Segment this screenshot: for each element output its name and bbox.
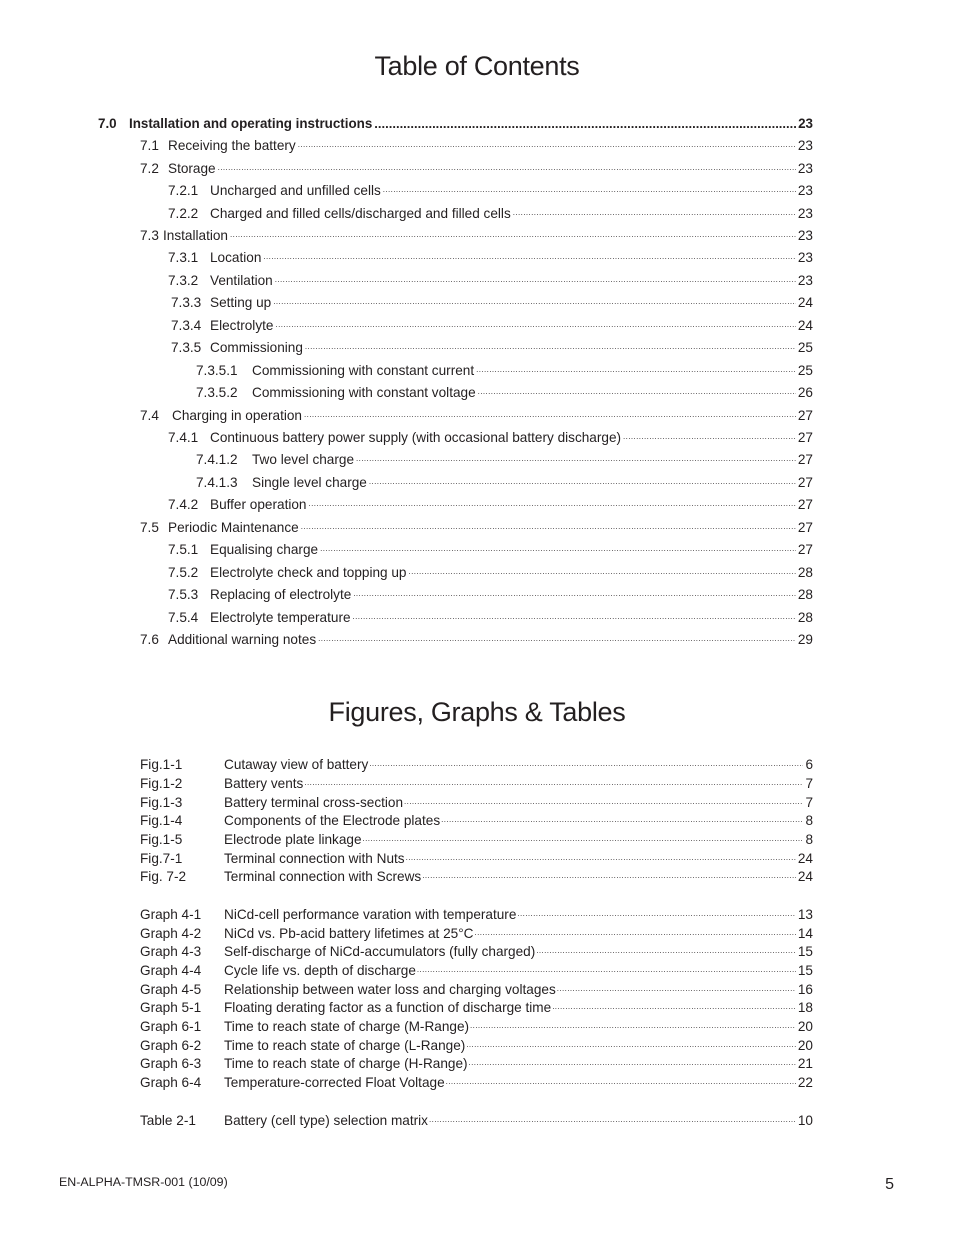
figure-entry-page: 15 — [797, 944, 813, 959]
figure-entry-code: Fig.7-1 — [140, 851, 183, 866]
dot-leader — [301, 517, 796, 537]
figure-entry-label: Floating derating factor as a function of discharge time — [224, 1000, 552, 1015]
figure-entry-label: Cutaway view of battery — [224, 757, 369, 772]
toc-entry-page: 29 — [797, 632, 813, 647]
dot-leader — [478, 382, 796, 402]
toc-entry-label: Two level charge — [252, 452, 355, 467]
toc-entry-number: 7.5 — [140, 520, 159, 535]
toc-entry[interactable] — [140, 631, 813, 649]
toc-entry-page: 27 — [797, 497, 813, 512]
toc-entry-label: Electrolyte temperature — [210, 610, 351, 625]
dot-leader — [353, 584, 796, 604]
toc-entry-number: 7.3.4 — [171, 318, 202, 333]
toc-entry-page: 27 — [797, 542, 813, 557]
figure-entry-code: Fig. 7-2 — [140, 869, 187, 884]
figure-entry[interactable] — [140, 999, 813, 1017]
toc-entry-label: Setting up — [210, 295, 272, 310]
dot-leader — [408, 562, 795, 582]
figure-entry-code: Fig.1-1 — [140, 757, 183, 772]
toc-entry-page: 23 — [798, 116, 813, 131]
figure-entry[interactable] — [140, 775, 813, 793]
toc-entry[interactable] — [196, 384, 813, 402]
page-number: 5 — [885, 1176, 894, 1193]
toc-entry-label: Charging in operation — [172, 408, 302, 423]
figure-entry-code: Graph 6-1 — [140, 1019, 202, 1034]
toc-entry-label: Electrolyte — [210, 318, 274, 333]
toc-entry-page: 27 — [797, 430, 813, 445]
toc-entry[interactable] — [140, 519, 813, 537]
figure-entry-label: Time to reach state of charge (M-Range) — [224, 1019, 470, 1034]
toc-entry-number: 7.5.3 — [168, 587, 199, 602]
dot-leader — [230, 225, 796, 245]
figure-entry-label: Cycle life vs. depth of discharge — [224, 963, 416, 978]
toc-entry-number: 7.3.1 — [168, 250, 199, 265]
toc-entry-label: Ventilation — [210, 273, 273, 288]
toc-entry-number: 7.4.2 — [168, 497, 199, 512]
dot-leader — [218, 158, 796, 178]
dot-leader — [308, 494, 795, 514]
toc-entry-page: 23 — [797, 161, 813, 176]
toc-entry-label: Charged and filled cells/discharged and filled cells — [210, 206, 511, 221]
figure-entry-code: Table 2-1 — [140, 1113, 196, 1128]
dot-leader — [369, 754, 803, 774]
toc-entry-number: 7.1 — [140, 138, 159, 153]
toc-title: Table of Contents — [374, 51, 580, 81]
toc-entry-label: Commissioning with constant voltage — [252, 385, 476, 400]
dot-leader — [320, 539, 796, 559]
toc-entry-page: 28 — [797, 610, 813, 625]
toc-entry-page: 23 — [797, 183, 813, 198]
dot-leader — [517, 904, 795, 924]
toc-entry[interactable] — [168, 609, 813, 627]
dot-leader — [273, 292, 796, 312]
toc-entry[interactable] — [171, 294, 813, 312]
figure-entry-code: Graph 4-2 — [140, 926, 202, 941]
dot-leader — [374, 115, 796, 133]
dot-leader — [422, 866, 796, 886]
figure-entry-label: Battery (cell type) selection matrix — [224, 1113, 428, 1128]
figure-entry-page: 13 — [797, 907, 813, 922]
figure-entry-code: Fig.1-3 — [140, 795, 183, 810]
toc-entry-number: 7.3.2 — [168, 273, 199, 288]
toc-entry-number: 7.5.4 — [168, 610, 199, 625]
dot-leader — [513, 203, 796, 223]
figures-title: Figures, Graphs & Tables — [328, 697, 626, 727]
toc-entry-page: 27 — [797, 475, 813, 490]
dot-leader — [476, 360, 796, 380]
dot-leader — [304, 773, 803, 793]
toc-entry-label: Buffer operation — [210, 497, 307, 512]
toc-entry[interactable] — [168, 541, 813, 559]
toc-entry[interactable] — [168, 272, 813, 290]
figure-entry-label: Terminal connection with Screws — [224, 869, 422, 884]
figure-entry-code: Graph 4-5 — [140, 982, 202, 997]
toc-entry-label: Location — [210, 250, 262, 265]
dot-leader — [298, 135, 796, 155]
figure-entry[interactable] — [140, 1018, 813, 1036]
toc-entry-number: 7.2.1 — [168, 183, 199, 198]
toc-entry[interactable] — [140, 227, 813, 245]
dot-leader — [383, 180, 796, 200]
toc-entry-label: Storage — [168, 161, 216, 176]
figure-entry-label: NiCd vs. Pb-acid battery lifetimes at 25°C — [224, 926, 474, 941]
dot-leader — [406, 848, 796, 868]
toc-entry-number: 7.3.5.1 — [196, 363, 238, 378]
toc-entry-number: 7.3.5.2 — [196, 385, 238, 400]
toc-entry[interactable] — [196, 451, 813, 469]
figure-entry[interactable] — [140, 906, 813, 924]
toc-entry[interactable] — [168, 182, 813, 200]
toc-entry-number: 7.4.1.2 — [196, 452, 238, 467]
figure-entry-label: Time to reach state of charge (L-Range) — [224, 1038, 466, 1053]
dot-leader — [353, 607, 796, 627]
toc-entry[interactable] — [171, 317, 813, 335]
toc-entry-page: 27 — [797, 452, 813, 467]
dot-leader — [470, 1016, 796, 1036]
dot-leader — [469, 1053, 796, 1073]
toc-entry-label: Commissioning with constant current — [252, 363, 475, 378]
figure-entry-label: Components of the Electrode plates — [224, 813, 441, 828]
figure-entry-label: Battery terminal cross-section — [224, 795, 404, 810]
toc-entry-page: 23 — [797, 250, 813, 265]
toc-entry[interactable] — [171, 339, 813, 357]
toc-entry-label: Single level charge — [252, 475, 367, 490]
toc-entry[interactable] — [140, 160, 813, 178]
toc-entry[interactable] — [168, 496, 813, 514]
figure-entry-code: Graph 4-1 — [140, 907, 202, 922]
figure-entry[interactable] — [140, 831, 813, 849]
toc-entry[interactable] — [168, 249, 813, 267]
toc-entry[interactable] — [168, 205, 813, 223]
dot-leader — [318, 629, 796, 649]
figure-entry-code: Fig.1-5 — [140, 832, 183, 847]
figure-entry-page: 6 — [805, 757, 813, 772]
dot-leader — [417, 960, 796, 980]
figure-entry-code: Fig.1-2 — [140, 776, 183, 791]
figure-entry-code: Fig.1-4 — [140, 813, 183, 828]
toc-entry-page: 23 — [797, 138, 813, 153]
toc-entry[interactable] — [196, 362, 813, 380]
figure-entry-label: Terminal connection with Nuts — [224, 851, 405, 866]
dot-leader — [474, 923, 795, 943]
toc-entry[interactable] — [140, 407, 813, 425]
figure-entry-label: Time to reach state of charge (H-Range) — [224, 1056, 468, 1071]
figure-entry-page: 20 — [797, 1019, 813, 1034]
toc-entry-label: Installation — [163, 228, 228, 243]
figure-entry-page: 8 — [805, 832, 813, 847]
dot-leader — [441, 810, 803, 830]
toc-entry-number: 7.3.5 — [171, 340, 202, 355]
toc-entry-label: Electrolyte check and topping up — [210, 565, 407, 580]
figure-entry-label: Self-discharge of NiCd-accumulators (fully charged) — [224, 944, 536, 959]
toc-entry-page: 24 — [797, 295, 813, 310]
toc-entry-page: 28 — [797, 587, 813, 602]
toc-entry-page: 23 — [797, 273, 813, 288]
toc-entry-number: 7.4.1.3 — [196, 475, 238, 490]
toc-entry-label: Continuous battery power supply (with occasional battery discharge) — [210, 430, 622, 445]
figure-entry-label: Temperature-corrected Float Voltage — [224, 1075, 445, 1090]
dot-leader — [446, 1072, 796, 1092]
figure-entry-page: 18 — [797, 1000, 813, 1015]
figure-entry[interactable] — [140, 756, 813, 774]
toc-entry-label: Commissioning — [210, 340, 303, 355]
toc-entry-label: Replacing of electrolyte — [210, 587, 352, 602]
toc-entry-number: 7.2 — [140, 161, 159, 176]
toc-entry-label: Equalising charge — [210, 542, 319, 557]
toc-entry-label: Periodic Maintenance — [168, 520, 299, 535]
document-code: EN-ALPHA-TMSR-001 (10/09) — [59, 1175, 228, 1189]
toc-entry-number: 7.6 — [140, 632, 159, 647]
figure-entry[interactable] — [140, 943, 813, 961]
figure-entry-page: 24 — [797, 869, 813, 884]
toc-entry[interactable] — [196, 474, 813, 492]
dot-leader — [404, 792, 803, 812]
figure-entry-page: 21 — [797, 1056, 813, 1071]
toc-entry-label: Installation and operating instructions — [129, 116, 373, 131]
figure-entry[interactable] — [140, 962, 813, 980]
figure-entry-code: Graph 5-1 — [140, 1000, 202, 1015]
figure-entry-page: 24 — [797, 851, 813, 866]
figure-entry-page: 10 — [797, 1113, 813, 1128]
toc-entry-number: 7.5.1 — [168, 542, 199, 557]
figure-entry-page: 22 — [797, 1075, 813, 1090]
dot-leader — [536, 941, 796, 961]
toc-entry-page: 23 — [797, 206, 813, 221]
toc-entry-page: 27 — [797, 408, 813, 423]
figure-entry-label: Battery vents — [224, 776, 304, 791]
dot-leader — [304, 405, 796, 425]
figure-entry[interactable] — [140, 1055, 813, 1073]
figure-entry-label: Relationship between water loss and charging voltages — [224, 982, 556, 997]
dot-leader — [429, 1110, 796, 1130]
toc-entry-number: 7.5.2 — [168, 565, 199, 580]
dot-leader — [363, 829, 804, 849]
toc-entry[interactable] — [98, 115, 813, 133]
dot-leader — [623, 427, 796, 447]
toc-entry-page: 24 — [797, 318, 813, 333]
dot-leader — [263, 247, 795, 267]
figure-entry-code: Graph 4-3 — [140, 944, 202, 959]
toc-entry-page: 25 — [797, 340, 813, 355]
dot-leader — [275, 270, 796, 290]
toc-entry-label: Additional warning notes — [168, 632, 317, 647]
toc-entry-number: 7.0 — [98, 116, 117, 131]
figure-entry-page: 8 — [805, 813, 813, 828]
dot-leader — [305, 337, 796, 357]
toc-entry-page: 28 — [797, 565, 813, 580]
figure-entry-page: 7 — [805, 795, 813, 810]
toc-entry-number: 7.2.2 — [168, 206, 199, 221]
dot-leader — [557, 979, 796, 999]
dot-leader — [552, 997, 796, 1017]
figure-entry[interactable] — [140, 1074, 813, 1092]
toc-entry-number: 7.3.3 — [171, 295, 202, 310]
dot-leader — [356, 449, 796, 469]
toc-entry-page: 26 — [797, 385, 813, 400]
toc-entry-page: 27 — [797, 520, 813, 535]
toc-entry[interactable] — [140, 137, 813, 155]
figure-entry-code: Graph 4-4 — [140, 963, 202, 978]
toc-entry-label: Uncharged and unfilled cells — [210, 183, 381, 198]
figure-entry-label: NiCd-cell performance varation with temperature — [224, 907, 517, 922]
figure-entry[interactable] — [140, 812, 813, 830]
figure-entry-page: 15 — [797, 963, 813, 978]
dot-leader — [275, 315, 795, 335]
figure-entry-page: 14 — [797, 926, 813, 941]
figure-entry-code: Graph 6-4 — [140, 1075, 202, 1090]
toc-entry-number: 7.3 — [140, 228, 159, 243]
toc-entry-label: Receiving the battery — [168, 138, 296, 153]
figure-entry-code: Graph 6-3 — [140, 1056, 202, 1071]
figure-entry[interactable] — [140, 1112, 813, 1130]
dot-leader — [369, 472, 796, 492]
dot-leader — [466, 1035, 796, 1055]
figure-entry-label: Electrode plate linkage — [224, 832, 362, 847]
toc-entry-number: 7.4.1 — [168, 430, 199, 445]
toc-entry[interactable] — [168, 586, 813, 604]
figure-entry-code: Graph 6-2 — [140, 1038, 202, 1053]
figure-entry-page: 7 — [805, 776, 813, 791]
figure-entry-page: 16 — [797, 982, 813, 997]
toc-entry[interactable] — [168, 564, 813, 582]
figure-entry-page: 20 — [797, 1038, 813, 1053]
toc-entry-page: 25 — [797, 363, 813, 378]
toc-entry-number: 7.4 — [140, 408, 159, 423]
toc-entry-page: 23 — [797, 228, 813, 243]
figure-entry[interactable] — [140, 868, 813, 886]
toc-entry[interactable] — [168, 429, 813, 447]
